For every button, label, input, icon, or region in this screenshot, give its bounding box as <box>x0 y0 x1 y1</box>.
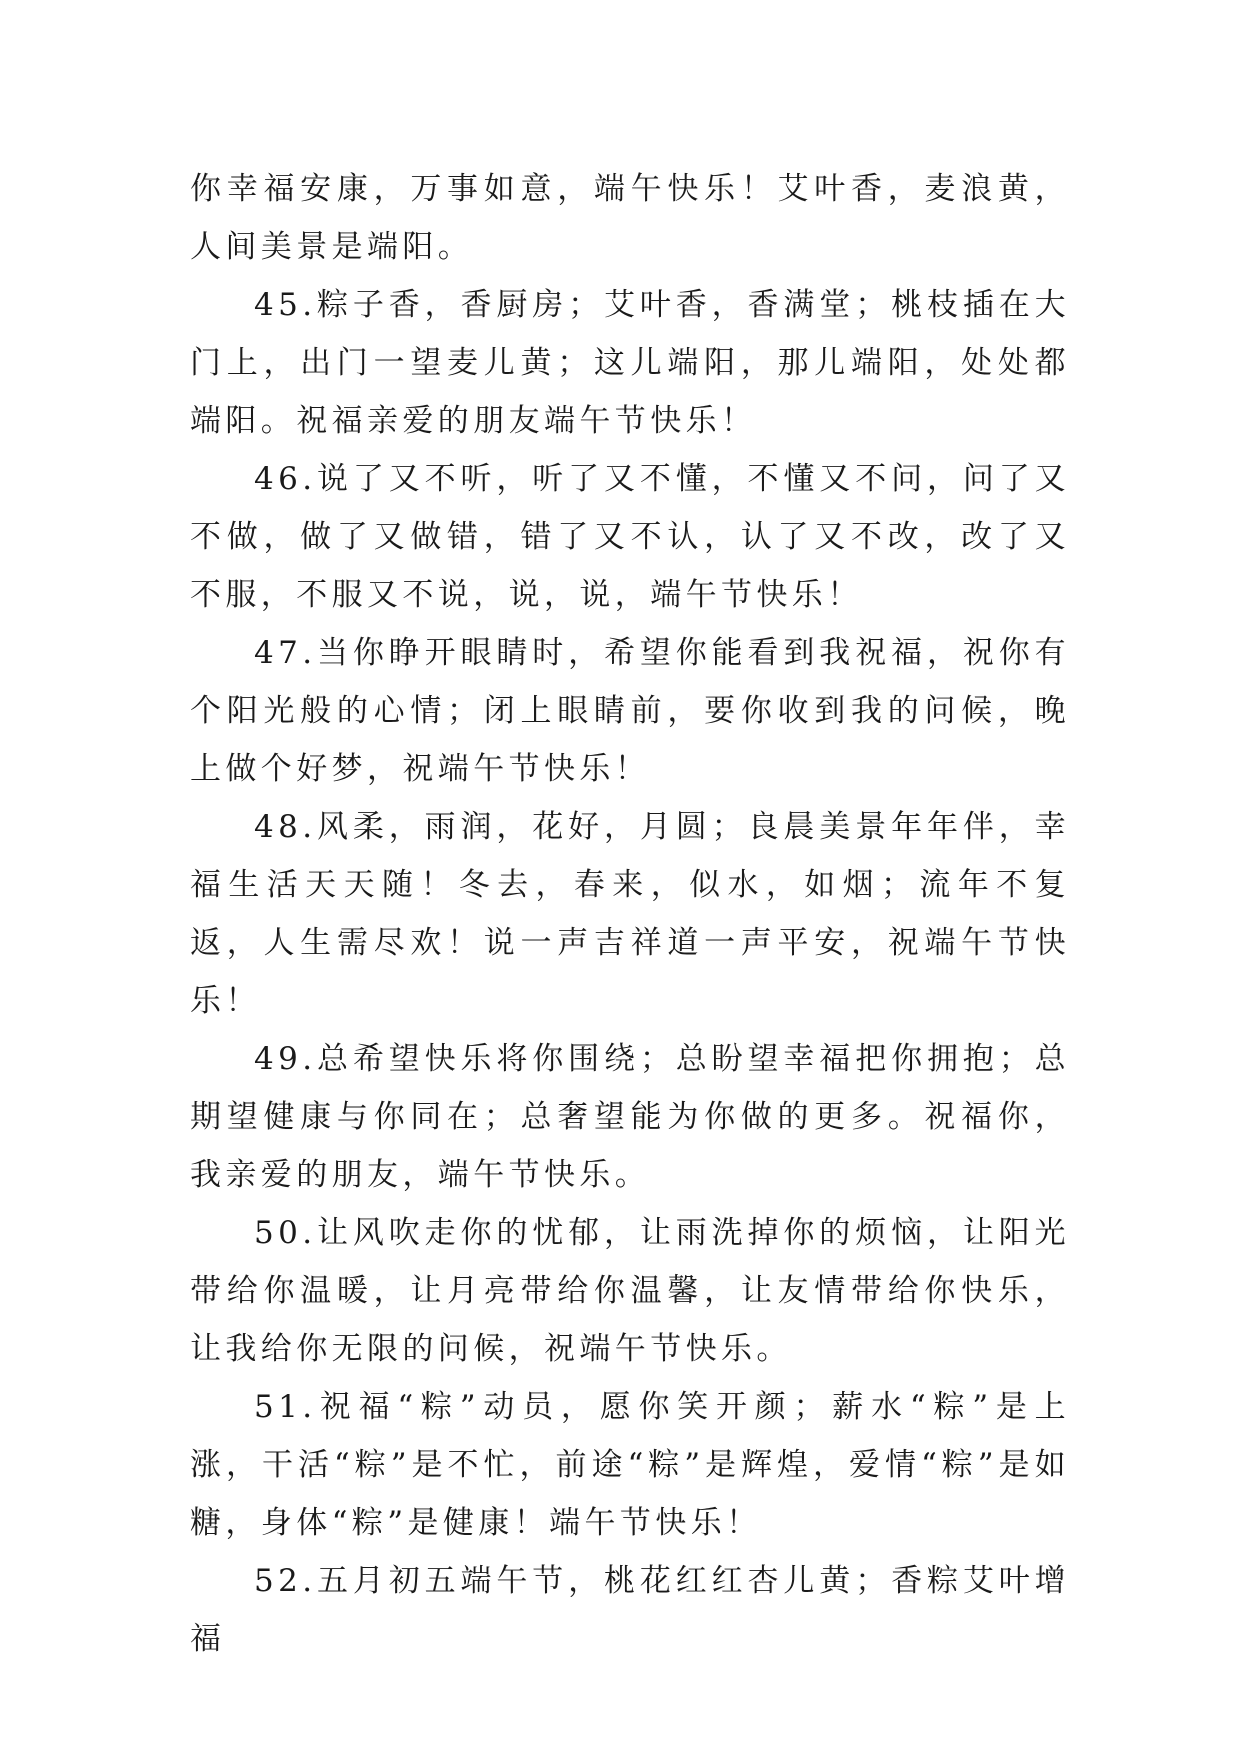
paragraph-51: 51.祝福“粽”动员，愿你笑开颜；薪水“粽”是上涨，干活“粽”是不忙，前途“粽”是辉煌，爱情“粽”是如糖，身体“粽”是健康！端午节快乐！ <box>190 1389 1070 1541</box>
paragraph-46: 46.说了又不听，听了又不懂，不懂又不问，问了又不做，做了又做错，错了又不认，认了又不改，改了又不服，不服又不说，说，说，端午节快乐！ <box>190 461 1070 613</box>
paragraph-continuation: 你幸福安康，万事如意，端午快乐！艾叶香，麦浪黄，人间美景是端阳。 <box>190 171 1070 265</box>
document-body <box>190 160 1070 1668</box>
paragraph-50: 50.让风吹走你的忧郁，让雨洗掉你的烦恼，让阳光带给你温暖，让月亮带给你温馨，让友情带给你快乐，让我给你无限的问候，祝端午节快乐。 <box>190 1215 1070 1367</box>
paragraph-45: 45.粽子香，香厨房；艾叶香，香满堂；桃枝插在大门上，出门一望麦儿黄；这儿端阳，那儿端阳，处处都端阳。祝福亲爱的朋友端午节快乐！ <box>190 287 1070 439</box>
paragraph-48: 48.风柔，雨润，花好，月圆；良晨美景年年伴，幸福生活天天随！冬去，春来，似水，如烟；流年不复返，人生需尽欢！说一声吉祥道一声平安，祝端午节快乐！ <box>190 809 1070 1019</box>
paragraph-49: 49.总希望快乐将你围绕；总盼望幸福把你拥抱；总期望健康与你同在；总奢望能为你做的更多。祝福你，我亲爱的朋友，端午节快乐。 <box>190 1041 1070 1193</box>
paragraph-52: 52.五月初五端午节，桃花红红杏儿黄；香粽艾叶增福 <box>190 1563 1070 1657</box>
paragraph-47: 47.当你睁开眼睛时，希望你能看到我祝福，祝你有个阳光般的心情；闭上眼睛前，要你收到我的问候，晚上做个好梦，祝端午节快乐！ <box>190 635 1070 787</box>
